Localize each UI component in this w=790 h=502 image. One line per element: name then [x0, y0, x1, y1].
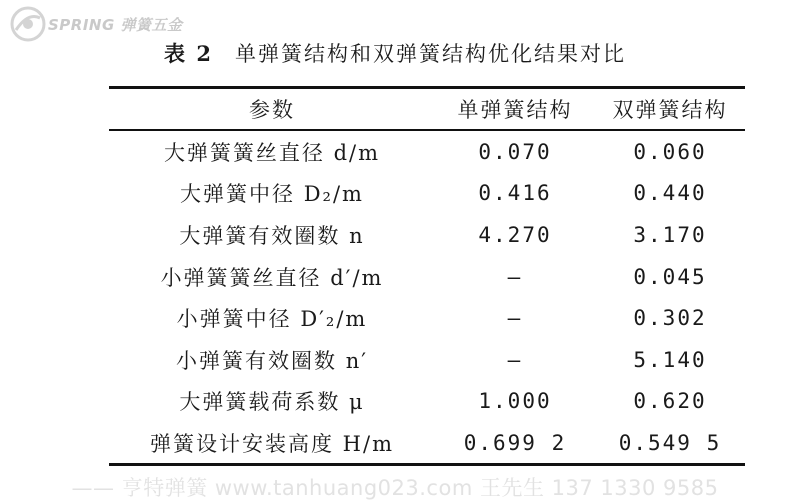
table-row — [109, 339, 745, 381]
param-cell: 弹簧设计安装高度 H/m — [150, 431, 394, 456]
double-value: 3.170 — [633, 222, 707, 247]
double-value: 0.440 — [633, 181, 707, 206]
double-value: 0.620 — [633, 389, 707, 414]
table-row — [109, 381, 745, 423]
comparison-table — [109, 89, 745, 464]
table-row — [109, 173, 745, 215]
header-double: 双弹簧结构 — [612, 98, 728, 122]
param-cell: 大弹簧中径 D₂/m — [180, 182, 364, 207]
single-value: 4.270 — [478, 222, 552, 247]
table-number: 表 2 — [164, 41, 213, 66]
double-value: 0.060 — [633, 139, 707, 164]
single-value: — — [507, 347, 523, 372]
param-cell: 大弹簧有效圈数 n — [179, 223, 365, 248]
table-row — [109, 422, 745, 464]
single-value: 0.416 — [478, 181, 552, 206]
param-cell: 大弹簧载荷系数 μ — [179, 390, 365, 415]
single-value: 0.699 2 — [463, 430, 567, 455]
double-value: 0.045 — [633, 264, 707, 289]
double-value: 0.302 — [633, 306, 707, 331]
table-row — [109, 297, 745, 339]
single-value: 1.000 — [478, 389, 552, 414]
table-row — [109, 256, 745, 298]
double-value: 0.549 5 — [618, 430, 722, 455]
table-title: 单弹簧结构和双弹簧结构优化结果对比 — [234, 42, 626, 66]
logo-text: SPRING 弹簧五金 — [48, 15, 183, 34]
table-caption — [0, 38, 790, 68]
table-header-row — [109, 89, 745, 129]
param-cell: 小弹簧簧丝直径 d′/m — [160, 265, 384, 290]
param-cell: 小弹簧有效圈数 n′ — [176, 348, 368, 373]
param-cell: 小弹簧中径 D′₂/m — [176, 307, 368, 332]
header-param: 参数 — [249, 98, 295, 122]
single-value: — — [507, 264, 523, 289]
header-single: 单弹簧结构 — [457, 98, 573, 122]
table-row — [109, 214, 745, 256]
single-value: 0.070 — [478, 139, 552, 164]
single-value: — — [507, 306, 523, 331]
double-value: 5.140 — [633, 347, 707, 372]
watermark: —— 亨特弹簧 www.tanhuang023.com 王先生 137 1330 9585 — [71, 476, 719, 500]
param-cell: 大弹簧簧丝直径 d/m — [163, 140, 381, 165]
table-row — [109, 131, 745, 173]
